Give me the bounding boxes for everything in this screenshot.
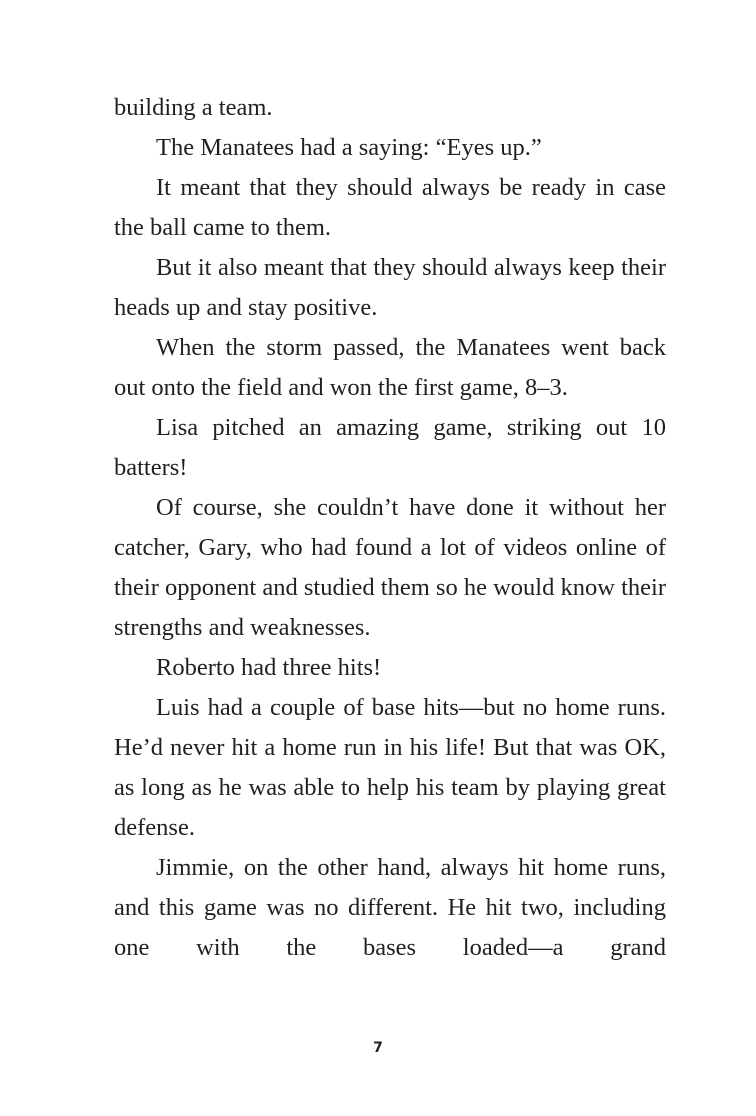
paragraph-meaning-positive: But it also meant that they should always keep their heads up and stay positive. xyxy=(114,254,666,321)
paragraph-continued: building a team. xyxy=(114,94,273,121)
paragraph-lisa: Lisa pitched an amazing game, striking out 10 batters! xyxy=(114,414,666,481)
body-text xyxy=(114,88,666,968)
paragraph-storm-passed: When the storm passed, the Manatees went back out onto the field and won the first game, 8–3. xyxy=(114,334,666,401)
paragraph-saying: The Manatees had a saying: “Eyes up.” xyxy=(156,134,542,161)
paragraph-luis: Luis had a couple of base hits—but no home runs. He’d never hit a home run in his life! But that was OK, as long as he was able to help his team by playing great defense. xyxy=(114,694,666,841)
paragraph-roberto: Roberto had three hits! xyxy=(156,654,382,681)
paragraph-meaning-ready: It meant that they should always be ready in case the ball came to them. xyxy=(114,174,666,241)
paragraph-jimmie: Jimmie, on the other hand, always hit home runs, and this game was no different. He hit two, including one with the bases loaded—a grand xyxy=(114,854,666,961)
page-number: 7 xyxy=(373,1040,383,1056)
paragraph-gary: Of course, she couldn’t have done it without her catcher, Gary, who had found a lot of videos online of their opponent and studied them so he would know their strengths and weaknesses. xyxy=(114,494,666,641)
